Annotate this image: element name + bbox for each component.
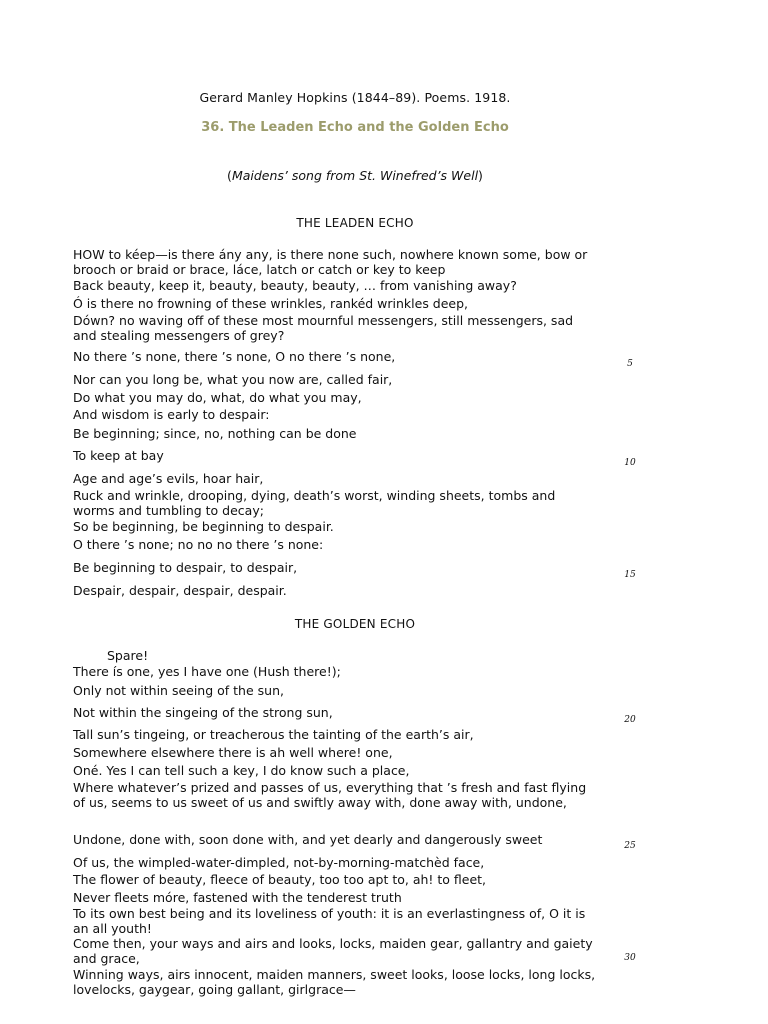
poem-line: Come then, your ways and airs and looks, locks, maiden gear, gallantry and gaiety and grace, (73, 936, 593, 966)
subtitle-text: Maidens’ song from St. Winefred’s Well (231, 168, 479, 183)
poem-line: Be beginning; since, no, nothing can be done (73, 426, 357, 441)
line-number: 25 (624, 841, 636, 851)
poem-line: Only not within seeing of the sun, (73, 683, 284, 698)
poem-line: To keep at bay (73, 448, 164, 463)
section-heading-leaden-echo: THE LEADEN ECHO (296, 216, 414, 230)
poem-line: Despair, despair, despair, despair. (73, 583, 287, 598)
poem-line: Spare! (107, 648, 149, 663)
poem-line: Do what you may do, what, do what you may, (73, 390, 362, 405)
citation: Gerard Manley Hopkins (1844–89). Poems. 1918. (199, 90, 511, 105)
poem-line: Undone, done with, soon done with, and yet dearly and dangerously sweet (73, 832, 543, 847)
poem-line: Winning ways, airs innocent, maiden manners, sweet looks, loose locks, long locks, lovelocks, gaygear, going gallant, girlgrace— (73, 967, 596, 997)
poem-line: So be beginning, be beginning to despair. (73, 519, 334, 534)
poem-line: HOW to kéep—is there ány any, is there none such, nowhere known some, bow or brooch or braid or brace, láce, latch or catch or key to keep (73, 247, 588, 277)
poem-line: Somewhere elsewhere there is ah well where! one, (73, 745, 393, 760)
poem-line: Ruck and wrinkle, drooping, dying, death’s worst, winding sheets, tombs and worms and tumbling to decay; (73, 488, 556, 518)
poem-line: Not within the singeing of the strong sun, (73, 705, 333, 720)
poem-subtitle (0, 168, 710, 183)
poem-line: The flower of beauty, fleece of beauty, too too apt to, ah! to fleet, (73, 872, 487, 887)
poem-line: Of us, the wimpled-water-dimpled, not-by-morning-matchèd face, (73, 855, 485, 870)
subtitle-close-paren: ) (478, 168, 483, 183)
poem-line: Oné. Yes I can tell such a key, I do know such a place, (73, 763, 410, 778)
poem-line: To its own best being and its loveliness of youth: it is an everlastingness of, O it is an all youth! (73, 906, 586, 936)
poem-line: And wisdom is early to despair: (73, 407, 270, 422)
poem-title: 36. The Leaden Echo and the Golden Echo (201, 120, 509, 135)
section-heading-golden-echo: THE GOLDEN ECHO (294, 617, 416, 631)
poem-line: Never fleets móre, fastened with the tenderest truth (73, 890, 402, 905)
line-number: 20 (624, 715, 636, 725)
poem-line: Age and age’s evils, hoar hair, (73, 471, 264, 486)
poem-line: Be beginning to despair, to despair, (73, 560, 298, 575)
poem-line: No there ’s none, there ’s none, O no there ’s none, (73, 349, 396, 364)
poem-line: Nor can you long be, what you now are, called fair, (73, 372, 393, 387)
subtitle-open-paren: ( (227, 168, 232, 183)
poem-line: There ís one, yes I have one (Hush there!); (73, 664, 341, 679)
poem-line: Tall sun’s tingeing, or treacherous the tainting of the earth’s air, (73, 727, 474, 742)
line-number: 30 (624, 953, 636, 963)
line-number: 15 (624, 570, 636, 580)
line-number: 10 (624, 458, 636, 468)
poem-line: Dówn? no waving off of these most mournful messengers, still messengers, sad and stealing messengers of grey? (73, 313, 574, 343)
poem-line: O there ’s none; no no no there ’s none: (73, 537, 324, 552)
poem-line: Where whatever’s prized and passes of us, everything that ’s fresh and fast flying of us, seems to us sweet of us and swiftly away with, done away with, undone, (73, 780, 587, 810)
poem-line: Ó is there no frowning of these wrinkles, rankéd wrinkles deep, (73, 296, 469, 311)
poem-line: Back beauty, keep it, beauty, beauty, beauty, … from vanishing away? (73, 278, 517, 293)
line-number: 5 (627, 359, 633, 369)
